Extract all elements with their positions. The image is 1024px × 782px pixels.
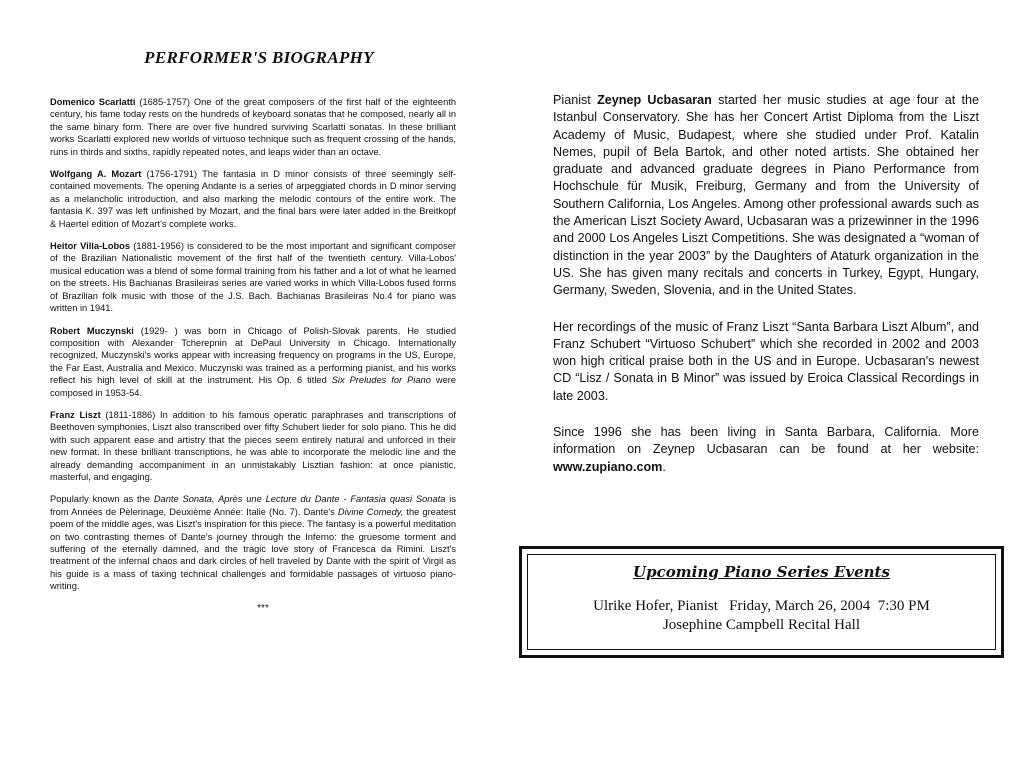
page-title: PERFORMER'S BIOGRAPHY (144, 48, 374, 67)
performer-paragraph-1 (553, 92, 979, 300)
work-title: Divine Comedy, (337, 506, 404, 517)
bio-entry-dante-sonata (50, 493, 456, 592)
performer-paragraph-3 (553, 424, 979, 476)
events-heading: Upcoming Piano Series Events (633, 563, 890, 581)
website-link: www.zupiano.com (553, 459, 663, 474)
bio-text-tail: were composed in 1953-54. (50, 375, 457, 398)
bio-text: (1881-1956) is considered to be the most important and significant composer of the Brazilian Nationalistic movement of the first half of the twentieth century. Villa-Lobos' musical education was a blend of some formal training from his father and a lot of what he learned on the streets. His Bachianas Brasileiras series are varied works in which Villa-Lobos fused forms of Brazilian folk music with those of the J.S. Bach. Bachianas Brasileiras No.4 for piano was written in 1941. (50, 241, 456, 314)
bio-entry-liszt (50, 409, 456, 483)
bio-text: Popularly known as the (50, 494, 154, 505)
upcoming-events-box (519, 546, 1004, 658)
bio-text: (1756-1791) The fantasia in D minor consists of three seemingly self-contained movements. The opening Andante is a series of arpeggiated chords in D minor serving as a melancholic introduction, and also marking the melodic contours of the entire work. The fantasia K. 397 was left unfinished by Mozart, and the final bars were later added in the Breitkopf & Haertel edition of Mozart's complete works. (50, 169, 456, 229)
bio-text: (1685-1757) One of the great composers of the first half of the eighteenth century, his fame today rests on the hundreds of keyboard sonatas that he composed, nearly all in the same binary form. There are over five hundred surviving Scarlatti sonatas. In these brilliant works Scarlatti explored new worlds of virtuoso technique such as frequent crossing of the hands, runs in thirds and sixths, rapidly repeated notes, and leaps wider than an octave. (50, 97, 456, 157)
performer-paragraph-2: Her recordings of the music of Franz Liszt “Santa Barbara Liszt Album”, and Franz Schubert “Virtuoso Schubert” which she recorded in 2002 and 2003 won high critical praise both in the US and in Europe. Ucbasaran's newest CD “Lisz / Sonata in B Minor” was issued by Eroica Classical Recordings in late 2003. (553, 319, 979, 403)
bio-entry-villa-lobos (50, 240, 456, 314)
bio-entry-muczynski (50, 325, 456, 399)
bio-text: the greatest poem of the middle ages, was Liszt's inspiration for this piece. The fantasy is a powerful meditation on two contrasting themes of Dante's journey through the Inferno: the gruesome torment and suffering of the eternally damned, and the tragic love story of Francesca da Rimini. Liszt's treatment of the infernal chaos and dark circles of hell traveled by Dante with the spirit of Virgil as his guide is a mass of taxing technical challenges and formidable passages of virtuoso piano-writing. (50, 506, 457, 592)
work-title: Dante Sonata, Après une Lecture du Dante - Fantasia quasi Sonata (153, 494, 446, 505)
performer-page (553, 92, 979, 495)
paragraph-text: Since 1996 she has been living in Santa Barbara, California. More information on Zeynep Ucbasaran can be found at her website: (553, 425, 979, 457)
event-details: Ulrike Hofer, Pianist Friday, March 26, 2004 7:30 PM (593, 598, 930, 614)
bio-entry-scarlatti (50, 96, 456, 158)
bio-text: (1929- ) was born in Chicago of Polish-Slovak parents. He studied composition with Alexander Tcherepnin at DePaul University in Chicago. Internationally recognized, Muczynski's works appear with increasing frequency on programs in the US, Europe, the Far East, Australia and Mexico. Muczynski was trained as a performing pianist, and his works reflect his high level of skill at the instrument. His Op. 6 titled (50, 325, 456, 386)
composer-name: Heitor Villa-Lobos (50, 241, 131, 252)
bio-text: (1811-1886) In addition to his famous operatic paraphrases and transcriptions of Beethoven symphonies, Liszt also transcribed over fifty Schubert lieder for solo piano. This he did with such apparent ease and artistry that the pieces seem entirely natural and unforced in their new format. In these brilliant transcriptions, he was able to incorporate the melodic line and the already demanding accompaniment in an unmistakably Lisztian fashion: at once pianistic, masterful, and engaging. (50, 409, 456, 482)
composer-name: Robert Muczynski (50, 325, 134, 336)
bio-text: is from Années de Pèlerinage, Deuxième Année: Italie (No. 7). Dante's (50, 494, 456, 517)
event-venue: Josephine Campbell Recital Hall (662, 617, 861, 633)
events-inner-frame (527, 554, 996, 650)
paragraph-text: Pianist (553, 93, 598, 107)
paragraph-text: started her music studies at age four at the Istanbul Conservatory. She has her Concert Artist Diploma from the Liszt Academy of Music, Budapest, where she studied under Prof. Katalin Nemes, pupil of Bela Bartok, and other noted artists. She obtained her graduate and advanced graduate degrees in Piano Performance from Hochschule für Musik, Freiburg, Germany and from the University of Southern California, Los Angeles. Among other professional awards such as the American Liszt Society Award, Ucbasaran was a prizewinner in the 1996 and 2000 Los Angeles Liszt Competitions. She was designated a “woman of distinction in the year 2003” by the Daughters of Ataturk organization in the US. She has given many recitals and concerts in Turkey, Egypt, Hungary, Germany, Sweden, Slovenia, and in the United States. (553, 93, 979, 298)
performer-name: Zeynep Ucbasaran (597, 93, 712, 107)
paragraph-text: . (662, 459, 666, 474)
composer-name: Franz Liszt (50, 409, 101, 420)
work-title: Six Preludes for Piano (331, 375, 431, 386)
composer-name: Wolfgang A. Mozart (50, 169, 142, 180)
biography-page (50, 44, 456, 744)
section-divider: *** (257, 602, 269, 614)
bio-entry-mozart (50, 168, 456, 230)
composer-name: Domenico Scarlatti (50, 97, 136, 107)
